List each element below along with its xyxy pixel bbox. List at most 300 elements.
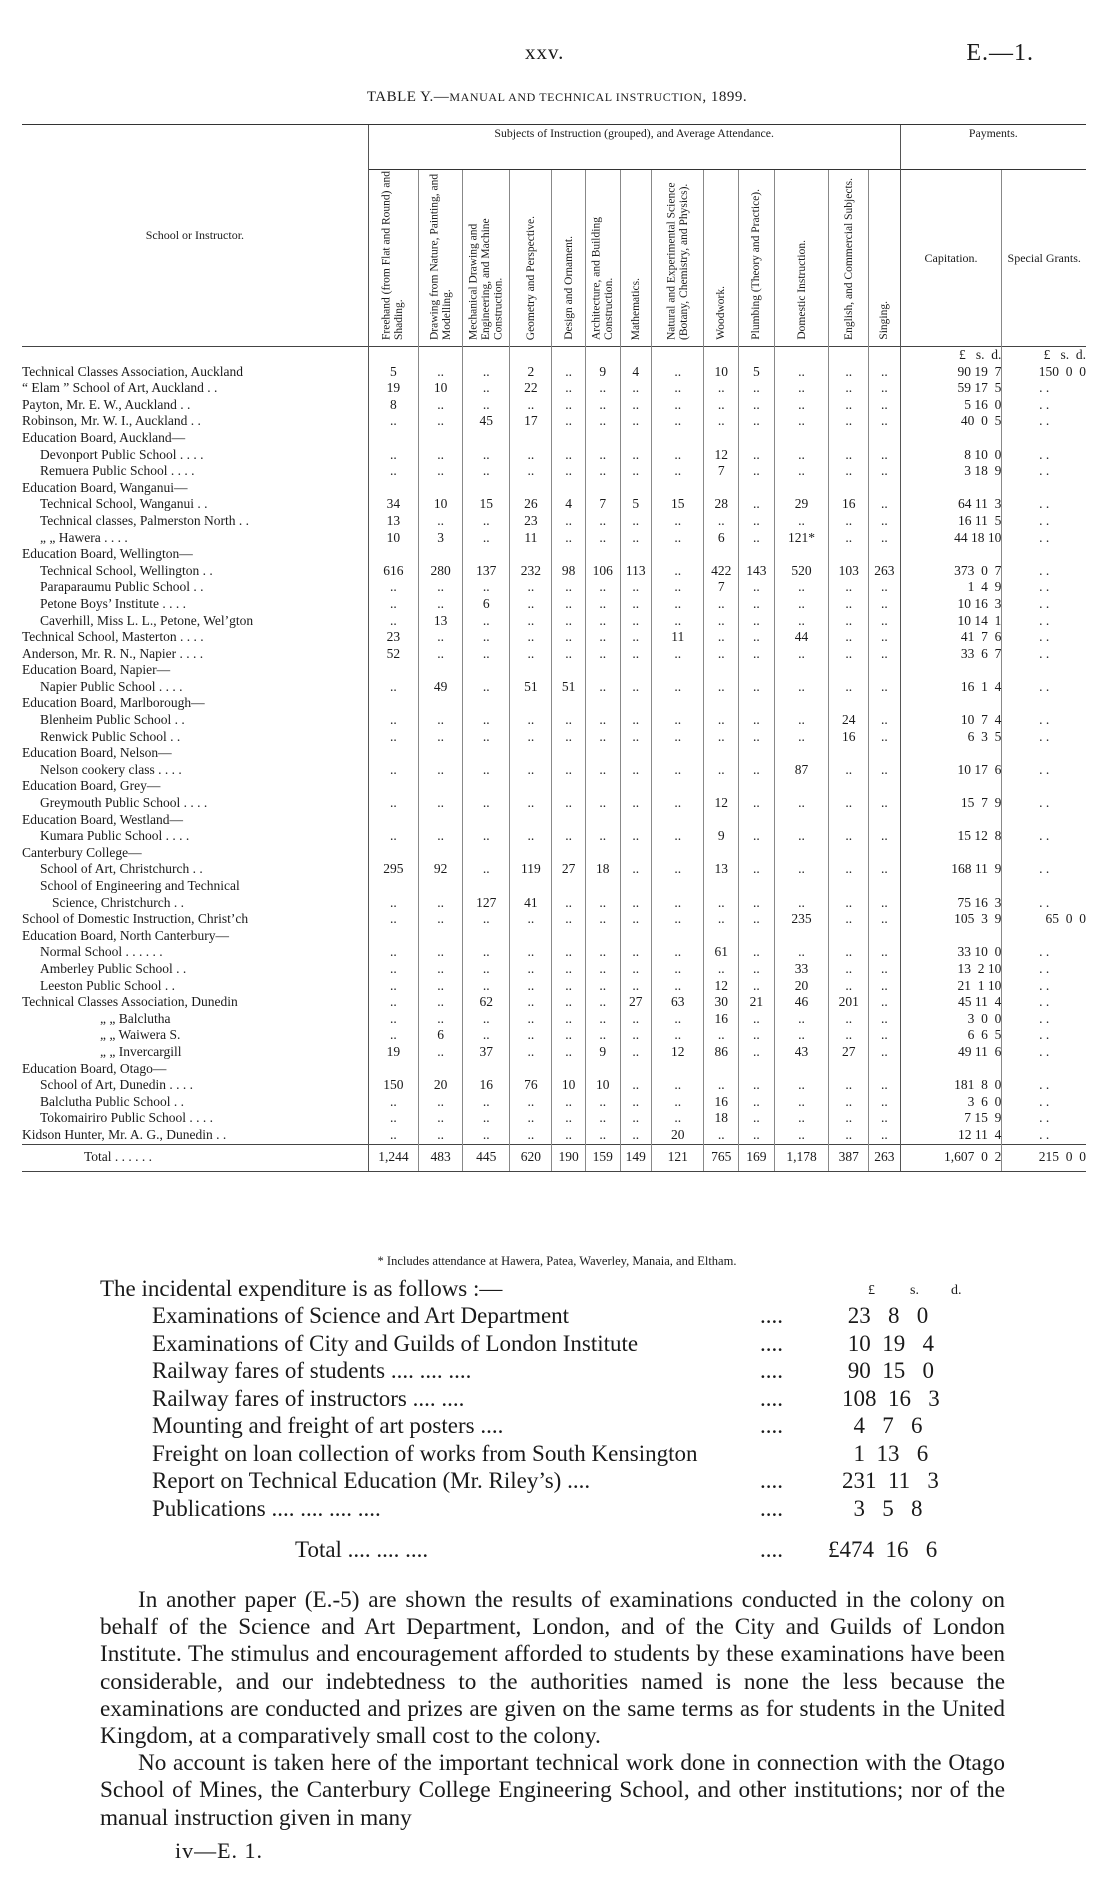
special-grant-cell: . .	[1002, 861, 1086, 878]
attendance-cell: ..	[463, 729, 510, 746]
school-name: Petone Boys’ Institute . . . .	[40, 595, 186, 611]
special-grant-cell: . .	[1002, 1044, 1086, 1061]
attendance-cell: 263	[869, 563, 901, 580]
attendance-cell: ..	[368, 463, 418, 480]
table-title-prefix: TABLE Y.—	[366, 89, 450, 105]
attendance-cell: ..	[704, 679, 739, 696]
attendance-cell: ..	[829, 1110, 869, 1127]
attendance-cell: ..	[829, 463, 869, 480]
attendance-cell: ..	[620, 447, 651, 464]
attendance-cell: ..	[419, 978, 463, 995]
attendance-cell: ..	[652, 1011, 704, 1028]
attendance-cell: ..	[585, 380, 620, 397]
attendance-cell: ..	[869, 911, 901, 928]
attendance-cell: 103	[829, 563, 869, 580]
school-name: „ „ Hawera . . . .	[40, 529, 128, 545]
attendance-cell	[652, 928, 704, 945]
subject-label: Design and Ornament.	[562, 236, 575, 340]
attendance-cell: ..	[829, 380, 869, 397]
table-row	[22, 546, 1086, 563]
special-grant-cell: . .	[1002, 828, 1086, 845]
attendance-cell	[652, 1061, 704, 1078]
table-row	[22, 712, 1086, 729]
table-row	[22, 447, 1086, 464]
attendance-cell: 13	[368, 513, 418, 530]
attendance-cell: ..	[869, 596, 901, 613]
attendance-cell: 263	[869, 1144, 901, 1172]
attendance-cell: 280	[419, 563, 463, 580]
attendance-cell: ..	[552, 961, 586, 978]
attendance-cell	[869, 430, 901, 447]
attendance-cell: 113	[620, 563, 651, 580]
subject-header-4	[510, 170, 552, 347]
attendance-cell	[774, 878, 829, 895]
attendance-cell: ..	[368, 994, 418, 1011]
table-row	[22, 928, 1086, 945]
attendance-cell	[368, 430, 418, 447]
attendance-cell: ..	[585, 944, 620, 961]
attendance-cell: 28	[704, 496, 739, 513]
school-name: Science, Christchurch . .	[52, 894, 184, 910]
capitation-cell	[900, 480, 1002, 497]
school-name: „ „ Balclutha	[100, 1010, 171, 1026]
attendance-cell: ..	[419, 994, 463, 1011]
attendance-cell: ..	[368, 712, 418, 729]
special-grant-cell	[1002, 1061, 1086, 1078]
attendance-cell: ..	[652, 1110, 704, 1127]
attendance-cell: 20	[774, 978, 829, 995]
attendance-cell: ..	[739, 1094, 775, 1111]
attendance-cell	[620, 878, 651, 895]
attendance-cell: ..	[739, 762, 775, 779]
attendance-cell: ..	[368, 729, 418, 746]
attendance-cell	[739, 745, 775, 762]
attendance-cell: 52	[368, 646, 418, 663]
attendance-cell: ..	[552, 629, 586, 646]
attendance-cell	[419, 778, 463, 795]
attendance-cell: ..	[739, 861, 775, 878]
attendance-cell: ..	[620, 679, 651, 696]
attendance-cell	[620, 546, 651, 563]
attendance-cell: ..	[774, 397, 829, 414]
table-row	[22, 1110, 1086, 1127]
attendance-cell: ..	[739, 729, 775, 746]
attendance-cell	[463, 695, 510, 712]
attendance-cell: ..	[869, 679, 901, 696]
attendance-cell: ..	[869, 795, 901, 812]
attendance-cell: ..	[463, 530, 510, 547]
attendance-cell: ..	[869, 613, 901, 630]
attendance-cell: ..	[510, 579, 552, 596]
attendance-cell	[419, 845, 463, 862]
capitation-cell: 10 17 6	[900, 762, 1002, 779]
table-row	[22, 812, 1086, 829]
special-grant-cell	[1002, 878, 1086, 895]
special-grant-cell: . .	[1002, 978, 1086, 995]
attendance-cell: 159	[585, 1144, 620, 1172]
school-name: Balclutha Public School . .	[40, 1093, 184, 1109]
special-grant-cell	[1002, 812, 1086, 829]
special-grant-cell: 65 0 0	[1002, 911, 1086, 928]
attendance-cell: ..	[620, 1027, 651, 1044]
attendance-cell: ..	[463, 961, 510, 978]
attendance-cell	[869, 1061, 901, 1078]
attendance-cell: 765	[704, 1144, 739, 1172]
attendance-cell: ..	[620, 1110, 651, 1127]
attendance-cell: ..	[774, 613, 829, 630]
attendance-cell: ..	[419, 762, 463, 779]
attendance-cell: ..	[585, 994, 620, 1011]
attendance-cell: ..	[585, 828, 620, 845]
attendance-cell: ..	[585, 463, 620, 480]
attendance-cell: ..	[829, 795, 869, 812]
attendance-cell	[552, 928, 586, 945]
attendance-cell: 45	[463, 413, 510, 430]
capitation-cell	[900, 546, 1002, 563]
attendance-cell: ..	[620, 596, 651, 613]
attendance-cell: ..	[510, 646, 552, 663]
attendance-cell	[419, 878, 463, 895]
attendance-cell: ..	[869, 380, 901, 397]
special-grant-cell	[1002, 695, 1086, 712]
school-name: Leeston Public School . .	[40, 977, 175, 993]
attendance-cell: ..	[829, 911, 869, 928]
table-row	[22, 530, 1086, 547]
attendance-cell	[704, 928, 739, 945]
attendance-cell: ..	[552, 795, 586, 812]
attendance-cell: ..	[829, 895, 869, 912]
special-grant-cell	[1002, 430, 1086, 447]
attendance-cell: 61	[704, 944, 739, 961]
total-row	[22, 1144, 1086, 1172]
school-name: Education Board, Westland—	[22, 811, 184, 827]
signature-mark: iv—E. 1.	[175, 1838, 264, 1863]
attendance-cell: 10	[368, 530, 418, 547]
attendance-cell: ..	[704, 712, 739, 729]
attendance-cell	[739, 928, 775, 945]
expense-row	[100, 1495, 1020, 1523]
school-name: Technical School, Wanganui . .	[40, 496, 208, 512]
attendance-cell	[510, 878, 552, 895]
body-text	[100, 1587, 1005, 1832]
attendance-cell: ..	[774, 1027, 829, 1044]
table-title-main: MANUAL AND TECHNICAL INSTRUCTION	[449, 90, 703, 104]
attendance-cell: ..	[510, 1127, 552, 1144]
school-name: School of Engineering and Technical	[40, 878, 240, 893]
school-name: Education Board, Marlborough—	[22, 695, 205, 711]
expense-label: Examinations of Science and Art Department	[152, 1303, 570, 1328]
attendance-cell	[552, 546, 586, 563]
capitation-cell	[900, 430, 1002, 447]
attendance-cell: ..	[869, 629, 901, 646]
paragraph-examinations: In another paper (E.-5) are shown the results of examinations conducted in the colony on behalf of the Science and Art Department, London, and of the City and Guilds of London Institute. The stimulus and encouragement afforded to students by these examinations have been considerable, and our indebtedness to the authorities named is none the less because the examinations are conducted and prizes are given on the same terms as for students in the United Kingdom, at a comparatively small cost to the colony.	[100, 1587, 1005, 1750]
special-grant-cell	[1002, 778, 1086, 795]
attendance-cell: ..	[510, 1094, 552, 1111]
attendance-cell: 5	[368, 364, 418, 381]
table-title-year: , 1899.	[702, 89, 748, 105]
attendance-cell: ..	[620, 1077, 651, 1094]
attendance-cell: 11	[510, 530, 552, 547]
attendance-cell: 9	[704, 828, 739, 845]
attendance-cell: ..	[829, 413, 869, 430]
incidental-expenditure	[100, 1275, 1020, 1564]
attendance-cell: ..	[368, 978, 418, 995]
subject-label: Plumbing (Theory and Practice).	[750, 189, 763, 340]
table-row	[22, 911, 1086, 928]
total-label: Total . . . . . .	[22, 1144, 368, 1172]
attendance-cell: ..	[419, 911, 463, 928]
school-name: Education Board, Wanganui—	[22, 479, 188, 495]
attendance-cell: ..	[585, 629, 620, 646]
table-row	[22, 397, 1086, 414]
attendance-cell: 15	[463, 496, 510, 513]
capitation-cell: 6 3 5	[900, 729, 1002, 746]
attendance-cell: ..	[585, 413, 620, 430]
attendance-cell: 4	[620, 364, 651, 381]
attendance-cell: ..	[463, 579, 510, 596]
table-row	[22, 380, 1086, 397]
capitation-cell: 33 10 0	[900, 944, 1002, 961]
shillings-column-header: s.	[910, 1283, 919, 1298]
subject-header-8	[652, 170, 704, 347]
special-grant-cell: . .	[1002, 1127, 1086, 1144]
table-row	[22, 878, 1086, 895]
expense-label: Mounting and freight of art posters ....	[152, 1413, 504, 1438]
attendance-cell: ..	[652, 679, 704, 696]
attendance-cell: ..	[739, 629, 775, 646]
attendance-cell: ..	[585, 795, 620, 812]
attendance-cell: 19	[368, 1044, 418, 1061]
special-grant-cell: . .	[1002, 712, 1086, 729]
subjects-group-header: Subjects of Instruction (grouped), and Average Attendance.	[368, 125, 900, 170]
attendance-cell	[869, 928, 901, 945]
school-name: School of Art, Christchurch . .	[40, 861, 203, 877]
attendance-cell: ..	[652, 861, 704, 878]
capitation-cell: 90 19 7	[900, 364, 1002, 381]
attendance-cell: 51	[510, 679, 552, 696]
attendance-cell: ..	[463, 463, 510, 480]
attendance-cell: 16	[829, 496, 869, 513]
attendance-cell: ..	[829, 397, 869, 414]
attendance-cell: ..	[869, 1110, 901, 1127]
special-grant-cell: . .	[1002, 961, 1086, 978]
attendance-cell: ..	[869, 1027, 901, 1044]
capitation-cell: 8 10 0	[900, 447, 1002, 464]
attendance-cell: 149	[620, 1144, 651, 1172]
attendance-cell: ..	[620, 380, 651, 397]
capitation-cell: 181 8 0	[900, 1077, 1002, 1094]
attendance-cell: ..	[652, 646, 704, 663]
attendance-cell: ..	[829, 530, 869, 547]
attendance-cell: ..	[552, 579, 586, 596]
attendance-cell: ..	[739, 579, 775, 596]
attendance-cell: ..	[774, 828, 829, 845]
attendance-cell	[774, 745, 829, 762]
attendance-cell: ..	[704, 911, 739, 928]
expense-total-dots: ....	[760, 1537, 783, 1562]
table-row	[22, 695, 1086, 712]
subject-label: Natural and Experimental Science (Botany, Chemistry, and Physics).	[665, 182, 690, 340]
attendance-cell: 12	[704, 978, 739, 995]
attendance-cell	[620, 662, 651, 679]
table-row	[22, 413, 1086, 430]
capitation-cell	[900, 878, 1002, 895]
attendance-cell: ..	[829, 762, 869, 779]
attendance-cell: ..	[552, 364, 586, 381]
expense-row	[100, 1467, 1020, 1495]
attendance-cell: ..	[739, 978, 775, 995]
school-name: Education Board, Grey—	[22, 778, 161, 794]
attendance-cell: 2	[510, 364, 552, 381]
attendance-cell: ..	[739, 413, 775, 430]
attendance-cell: ..	[739, 613, 775, 630]
attendance-cell	[552, 480, 586, 497]
attendance-cell: ..	[829, 1077, 869, 1094]
attendance-cell: ..	[552, 513, 586, 530]
attendance-cell: ..	[620, 1011, 651, 1028]
special-grants-units: £ s. d.	[1002, 347, 1086, 364]
expense-label: Railway fares of instructors .... ....	[152, 1385, 465, 1411]
attendance-cell	[829, 430, 869, 447]
attendance-cell: ..	[510, 762, 552, 779]
attendance-cell: ..	[829, 1127, 869, 1144]
attendance-cell	[869, 845, 901, 862]
capitation-cell: 15 12 8	[900, 828, 1002, 845]
attendance-cell: ..	[419, 961, 463, 978]
attendance-cell: ..	[829, 1011, 869, 1028]
attendance-cell: ..	[585, 1027, 620, 1044]
attendance-cell: 620	[510, 1144, 552, 1172]
attendance-cell: 12	[704, 795, 739, 812]
attendance-cell: ..	[652, 895, 704, 912]
attendance-cell: ..	[463, 364, 510, 381]
attendance-cell: ..	[739, 447, 775, 464]
attendance-cell	[585, 695, 620, 712]
attendance-cell: ..	[652, 530, 704, 547]
attendance-cell: 10	[419, 380, 463, 397]
attendance-cell: ..	[739, 679, 775, 696]
attendance-cell: ..	[829, 944, 869, 961]
special-grant-cell: . .	[1002, 1027, 1086, 1044]
attendance-cell: 121*	[774, 530, 829, 547]
attendance-cell	[419, 695, 463, 712]
attendance-cell	[463, 662, 510, 679]
capitation-cell: 40 0 5	[900, 413, 1002, 430]
attendance-cell: 34	[368, 496, 418, 513]
table-row	[22, 795, 1086, 812]
subject-label: Mechanical Drawing and Engineering, and Machine Construction.	[467, 218, 505, 340]
capitation-cell: 6 6 5	[900, 1027, 1002, 1044]
attendance-cell: ..	[774, 712, 829, 729]
attendance-cell: ..	[419, 1094, 463, 1111]
attendance-cell	[510, 1061, 552, 1078]
school-name: Education Board, North Canterbury—	[22, 927, 229, 943]
capitation-header: Capitation.	[900, 170, 1002, 347]
attendance-cell: ..	[510, 978, 552, 995]
attendance-cell: ..	[869, 944, 901, 961]
attendance-cell	[739, 662, 775, 679]
attendance-cell: ..	[829, 1027, 869, 1044]
capitation-cell	[900, 695, 1002, 712]
school-name: Education Board, Nelson—	[22, 745, 172, 761]
attendance-cell	[652, 430, 704, 447]
attendance-cell: 8	[368, 397, 418, 414]
table-row	[22, 778, 1086, 795]
attendance-cell	[510, 928, 552, 945]
attendance-cell: ..	[620, 828, 651, 845]
expense-row	[100, 1302, 1020, 1330]
school-name: Napier Public School . . . .	[40, 678, 183, 694]
capitation-cell: 45 11 4	[900, 994, 1002, 1011]
attendance-cell	[652, 695, 704, 712]
attendance-cell: ..	[774, 413, 829, 430]
attendance-cell: 27	[552, 861, 586, 878]
attendance-cell: ..	[739, 795, 775, 812]
attendance-cell: ..	[774, 1110, 829, 1127]
attendance-cell: ..	[620, 911, 651, 928]
attendance-cell: ..	[774, 1011, 829, 1028]
special-grant-cell: . .	[1002, 563, 1086, 580]
attendance-cell: 13	[419, 613, 463, 630]
attendance-cell	[652, 878, 704, 895]
attendance-cell: ..	[774, 463, 829, 480]
attendance-cell: ..	[620, 762, 651, 779]
table-row	[22, 662, 1086, 679]
special-grant-cell	[1002, 845, 1086, 862]
special-grant-cell	[1002, 480, 1086, 497]
school-name: Canterbury College—	[22, 844, 142, 860]
attendance-cell: ..	[552, 380, 586, 397]
attendance-cell	[869, 812, 901, 829]
attendance-cell: ..	[869, 496, 901, 513]
attendance-cell: ..	[419, 795, 463, 812]
subject-label: Geometry and Perspective.	[524, 215, 537, 340]
attendance-cell	[368, 745, 418, 762]
attendance-cell	[704, 1061, 739, 1078]
capitation-cell: 64 11 3	[900, 496, 1002, 513]
attendance-cell: ..	[585, 613, 620, 630]
attendance-cell: ..	[463, 1027, 510, 1044]
school-name: Technical School, Wellington . .	[40, 562, 213, 578]
attendance-cell	[419, 812, 463, 829]
attendance-cell: ..	[463, 762, 510, 779]
attendance-cell	[620, 778, 651, 795]
attendance-cell: 12	[704, 447, 739, 464]
attendance-cell: ..	[463, 1127, 510, 1144]
table-row	[22, 480, 1086, 497]
attendance-cell: 295	[368, 861, 418, 878]
attendance-cell: ..	[552, 1011, 586, 1028]
attendance-cell	[704, 662, 739, 679]
attendance-cell: ..	[652, 762, 704, 779]
attendance-cell: ..	[829, 613, 869, 630]
attendance-cell: 3	[419, 530, 463, 547]
expense-amount: 3 5 8	[842, 1495, 923, 1521]
attendance-cell	[774, 546, 829, 563]
attendance-cell: ..	[620, 861, 651, 878]
attendance-cell: 10	[585, 1077, 620, 1094]
attendance-cell: ..	[463, 978, 510, 995]
attendance-cell: 29	[774, 496, 829, 513]
attendance-cell: ..	[869, 729, 901, 746]
attendance-cell: ..	[368, 828, 418, 845]
attendance-cell: ..	[552, 1110, 586, 1127]
attendance-cell: ..	[652, 364, 704, 381]
attendance-cell: ..	[652, 828, 704, 845]
expense-amount: 10 19 4	[842, 1330, 934, 1356]
attendance-cell: ..	[552, 1127, 586, 1144]
table-row	[22, 944, 1086, 961]
